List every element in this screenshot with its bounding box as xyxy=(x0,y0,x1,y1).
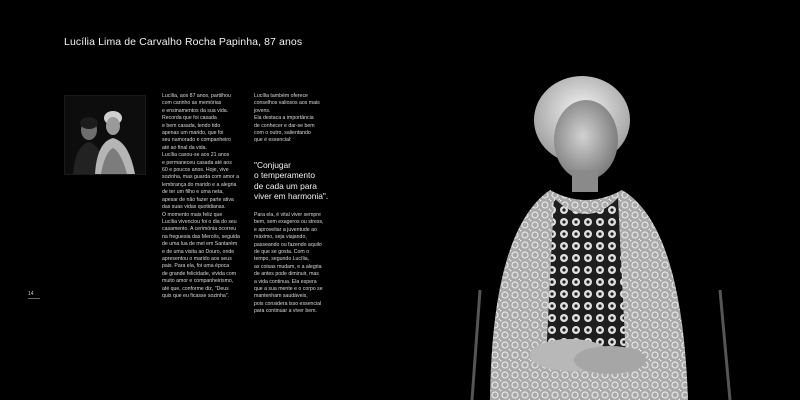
pull-quote: "Conjugar o temperamento de cada um para viver em harmonia". xyxy=(254,160,329,202)
page-number-rule xyxy=(28,298,40,299)
body-text-column-2-outro: Para ela, é vital viver sempre bem, sem exageros ou stress, e aproveitar a juventude ao máximo, seja viajando, passeando ou fazendo aquilo de que se gosta. Com o tempo, segundo Lucília, as coisas mudam, e a alegria de antes pode diminuir, mas a vida continua. Ela espera que a sua mente e o corpo se mantenham saudáveis, pois considera isso essencial para continuar a viver bem. xyxy=(254,212,324,315)
portrait-photo xyxy=(450,60,750,400)
page-title: Lucília Lima de Carvalho Rocha Papinha, 87 anos xyxy=(64,36,303,48)
page-number: 14 xyxy=(28,291,34,297)
thumbnail-photo xyxy=(64,95,146,175)
body-text-column-1: Lucília, aos 87 anos, partilhou com carinho as memórias e ensinamentos da sua vida. Recorda que foi casada e bem casada, tendo tido apenas um marido, que foi seu namorado e companheiro até ao final da vida. Lucília casou-se aos 21 anos e permaneceu casada até aos 60 e poucos anos. Hoje, vive sozinha, mas guarda com amor a lembrança do marido e a alegria de ter um filho e uma neta, apesar de não fazer parte ativa das suas vidas quotidianas. O momento mais feliz que Lucília vivenciou foi o dia do seu casamento. A cerimónia ocorreu na freguesia das Mercês, seguida de uma lua de mel em Santarém e de uma visita ao Douro, onde apresentou o marido aos seus pais. Para ela, foi uma época de grande felicidade, vivida com muito amor e companheirismo, até que, conforme diz, "Deus quis que eu ficasse sozinha". xyxy=(162,93,240,299)
body-text-column-2-intro: Lucília também oferece conselhos valiosos aos mais jovens. Ela destaca a importância de conhecer e dar-se bem com o outro, salientando que é essencial: xyxy=(254,93,320,144)
